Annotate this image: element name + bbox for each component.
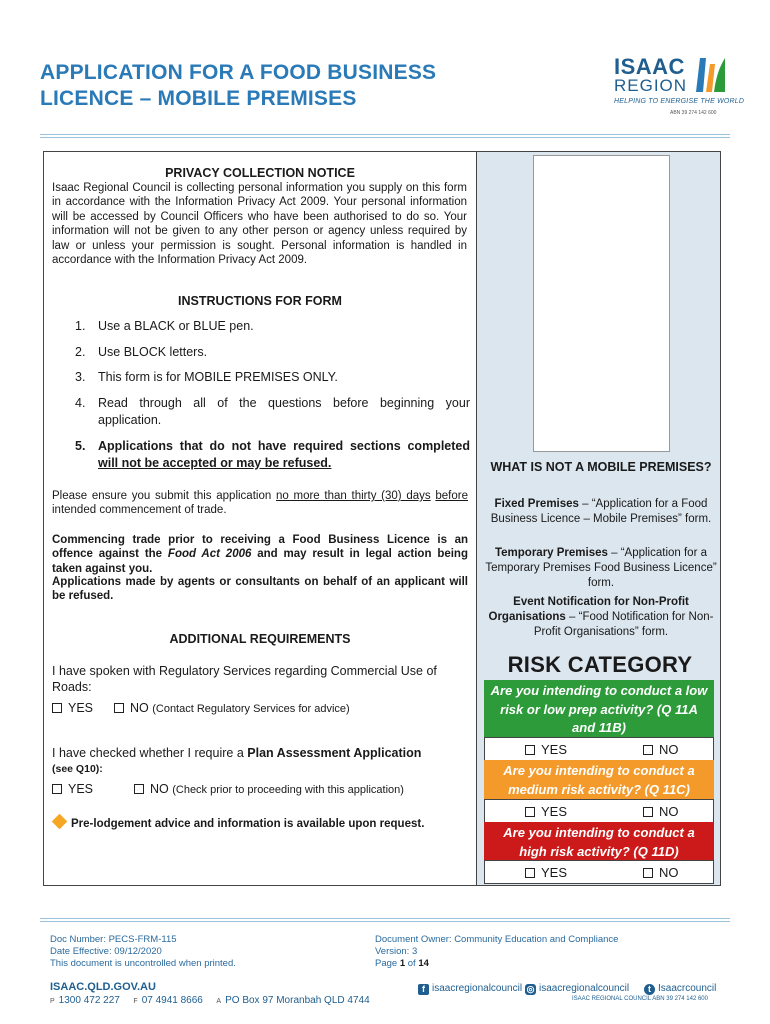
plan-no-label: NO	[149, 782, 169, 796]
logo-abn: ABN 39 274 142 600	[670, 110, 717, 116]
roads-yes-checkbox[interactable]	[52, 703, 62, 713]
title-line-1: APPLICATION FOR A FOOD BUSINESS	[40, 61, 437, 84]
instagram-icon: ◎	[526, 984, 535, 994]
privacy-notice-text: Isaac Regional Council is collecting personal information you supply on this form in accordance with the Information Privacy Act 2009. Your personal information will be accessed by Council Officers who have been authorised to do so. Your information will not be given to any other person or agency unless required by law or unless your permission is sought. Personal information is handled in accordance with the Information Privacy Act 2009.	[52, 182, 467, 267]
roads-yes-label: YES	[68, 701, 94, 715]
submission-timing-note: Please ensure you submit this application no more than thirty (30) days before intended commencement of trade.	[52, 490, 468, 517]
plan-assessment-options	[52, 782, 404, 796]
low-risk-question: Are you intending to conduct a low risk or low prep activity? (Q 11A and 11B)	[484, 680, 714, 738]
high-risk-yes-checkbox[interactable]	[525, 868, 535, 878]
privacy-heading: PRIVACY COLLECTION NOTICE	[165, 166, 355, 180]
roads-no-note: (Contact Regulatory Services for advice)	[152, 703, 350, 715]
additional-requirements-heading: ADDITIONAL REQUIREMENTS	[169, 632, 351, 646]
fixed-premises-note: Fixed Premises – “Application for a Food Business Licence – Mobile Premises” form.	[490, 498, 712, 525]
office-use-box	[533, 155, 670, 452]
instruction-item: 3. This form is for MOBILE PREMISES ONLY.	[75, 370, 338, 384]
risk-category-title: RISK CATEGORY	[507, 652, 693, 677]
header-divider	[40, 134, 730, 138]
plan-yes-label: YES	[68, 782, 94, 796]
instruction-item: 4. Read through all of the questions before beginning your application.	[75, 395, 470, 427]
instructions-heading: INSTRUCTIONS FOR FORM	[178, 294, 342, 308]
agents-warning: Applications made by agents or consultants on behalf of an applicant will be refused.	[52, 576, 468, 603]
roads-options	[52, 701, 350, 715]
instruction-item: 1. Use a BLACK or BLUE pen.	[75, 319, 254, 333]
page-title	[40, 60, 510, 112]
plan-no-checkbox[interactable]	[134, 784, 144, 794]
diamond-bullet-icon	[52, 814, 68, 830]
temporary-premises-note: Temporary Premises – “Application for a Temporary Premises Food Business Licence” form.	[485, 547, 717, 589]
roads-question: I have spoken with Regulatory Services regarding Commercial Use of Roads:	[52, 664, 437, 694]
uncontrolled-note: This document is uncontrolled when printed.	[50, 958, 236, 969]
twitter-link[interactable]: t Isaacrcouncil	[644, 983, 716, 995]
date-effective: Date Effective: 09/12/2020	[50, 946, 162, 957]
logo-tagline: HELPING TO ENERGISE THE WORLD	[614, 98, 745, 105]
event-notification-note: Event Notification for Non-Profit Organisations – “Food Notification for Non-Profit Organisations” form.	[488, 596, 714, 638]
medium-risk-yes-checkbox[interactable]	[525, 807, 535, 817]
twitter-icon: t	[644, 984, 655, 995]
instructions-list	[55, 318, 470, 481]
contact-details: P 1300 472 227 F 07 4941 8666 A PO Box 97 Moranbah QLD 4744	[50, 995, 370, 1006]
page-number: Page 1 of 14	[375, 958, 429, 969]
isaac-region-logo	[612, 54, 745, 120]
plan-yes-checkbox[interactable]	[52, 784, 62, 794]
medium-risk-yes-label: YES	[541, 804, 568, 819]
instagram-link[interactable]: ◎ isaacregionalcouncil	[526, 983, 630, 994]
title-line-2: LICENCE – MOBILE PREMISES	[40, 87, 357, 110]
facebook-link[interactable]: f isaacregionalcouncil	[418, 983, 522, 995]
logo-word-isaac: ISAAC	[614, 54, 685, 79]
plan-assessment-question: I have checked whether I require a Plan Assessment Application	[52, 746, 422, 760]
fax-number: 07 4941 8666	[141, 995, 203, 1006]
facebook-icon: f	[418, 984, 429, 995]
medium-risk-question: Are you intending to conduct a medium risk activity? (Q 11C)	[484, 760, 714, 800]
prelodgement-note: Pre-lodgement advice and information is available upon request.	[50, 816, 424, 830]
version: Version: 3	[375, 946, 418, 957]
high-risk-yes-label: YES	[541, 865, 568, 880]
logo-word-region: REGION	[614, 76, 688, 95]
low-risk-no-label: NO	[659, 742, 679, 757]
high-risk-question: Are you intending to conduct a high risk activity? (Q 11D)	[484, 822, 714, 861]
medium-risk-no-checkbox[interactable]	[643, 807, 653, 817]
footer-divider	[40, 918, 730, 922]
medium-risk-no-label: NO	[659, 804, 679, 819]
logo-mark-icon	[694, 54, 726, 94]
phone-number: 1300 472 227	[58, 995, 120, 1006]
plan-no-note: (Check prior to proceeding with this application)	[172, 784, 404, 796]
high-risk-options	[484, 860, 714, 884]
plan-assessment-reference: (see Q10):	[52, 763, 103, 775]
instruction-item: 2. Use BLOCK letters.	[75, 344, 208, 359]
high-risk-no-label: NO	[659, 865, 679, 880]
offence-warning: Commencing trade prior to receiving a Food Business Licence is an offence against the Food Act 2006 and may result in legal action being taken against you.	[52, 534, 468, 575]
roads-no-checkbox[interactable]	[114, 703, 124, 713]
high-risk-no-checkbox[interactable]	[643, 868, 653, 878]
website-link[interactable]: ISAAC.QLD.GOV.AU	[50, 981, 156, 993]
instruction-item-required: 5. Applications that do not have required sections completed will not be accepted or may be refused.	[75, 438, 470, 470]
footer-abn: ISAAC REGIONAL COUNCIL ABN 39 274 142 600	[572, 996, 708, 1002]
not-mobile-heading: WHAT IS NOT A MOBILE PREMISES?	[490, 460, 712, 474]
postal-address: PO Box 97 Moranbah QLD 4744	[225, 995, 370, 1006]
document-owner: Document Owner: Community Education and Compliance	[375, 934, 619, 945]
roads-no-label: NO	[129, 701, 149, 715]
low-risk-no-checkbox[interactable]	[643, 745, 653, 755]
low-risk-options	[484, 737, 714, 761]
medium-risk-options	[484, 799, 714, 823]
doc-number: Doc Number: PECS-FRM-115	[50, 934, 177, 945]
low-risk-yes-label: YES	[541, 742, 568, 757]
low-risk-yes-checkbox[interactable]	[525, 745, 535, 755]
